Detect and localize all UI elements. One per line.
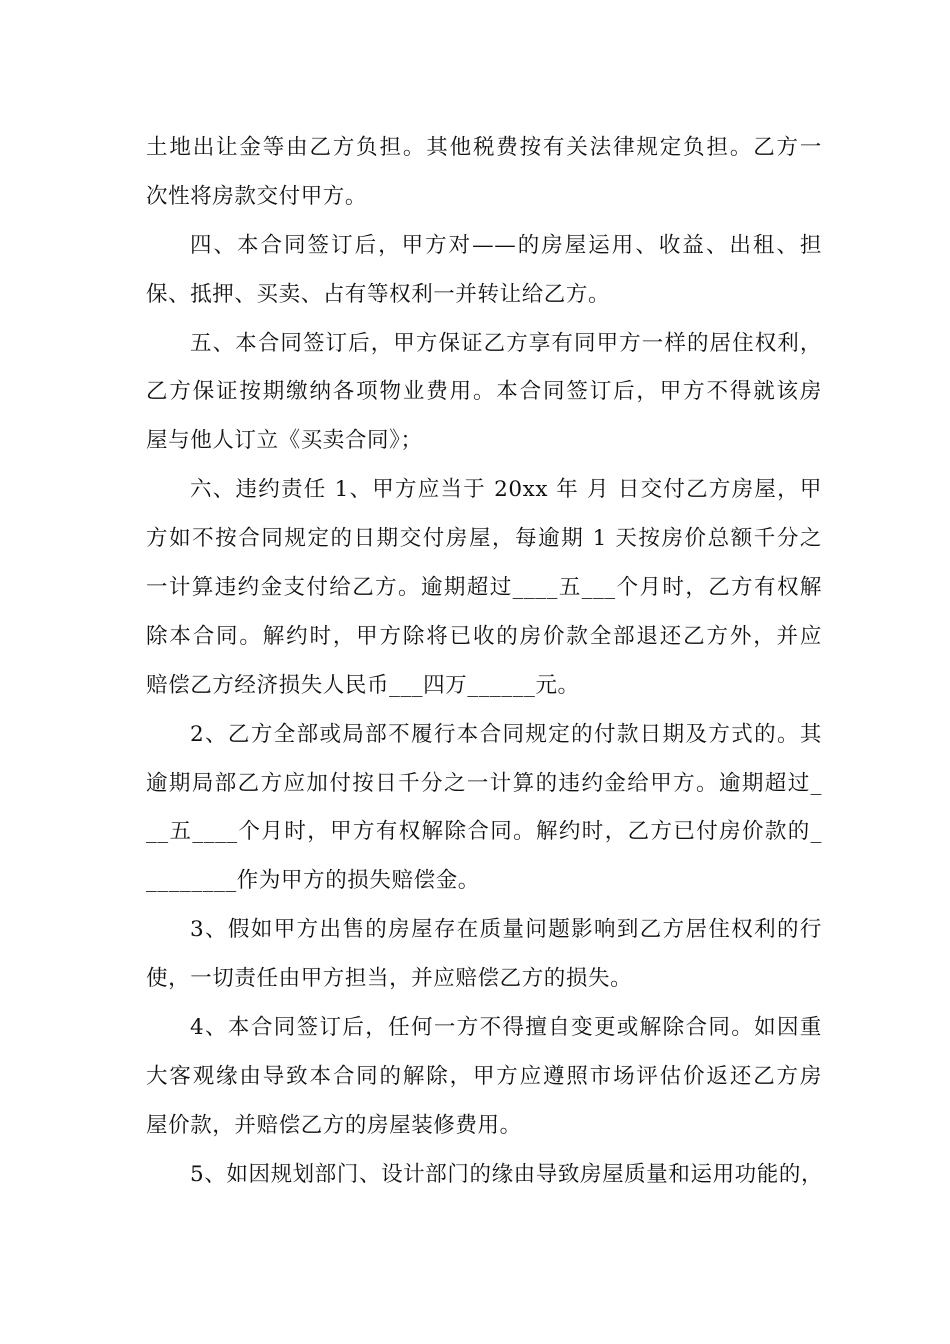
text-line: 屋价款，并赔偿乙方的房屋装修费用。: [146, 1112, 522, 1138]
paragraph-article-4: [146, 222, 822, 320]
text-line: 5、如因规划部门、设计部门的缘由导致房屋质量和运用功能的，: [190, 1161, 824, 1187]
document-body: [146, 124, 822, 1200]
text-line: 一计算违约金支付给乙方。逾期超过____五___个月时，乙方有权解: [146, 575, 822, 601]
text-line: 四、本合同签订后，甲方对——的房屋运用、收益、出租、担: [190, 232, 822, 258]
text-line: 大客观缘由导致本合同的解除，甲方应遵照市场评估价返还乙方房: [146, 1063, 822, 1089]
text-line: 六、违约责任 1、甲方应当于 20xx 年 月 日交付乙方房屋，甲: [190, 477, 822, 503]
text-line: 2、乙方全部或局部不履行本合同规定的付款日期及方式的。其: [190, 721, 822, 747]
text-line: 逾期局部乙方应加付按日千分之一计算的违约金给甲方。逾期超过_: [146, 770, 822, 796]
text-line: 赔偿乙方经济损失人民币___四万______元。: [146, 672, 580, 698]
text-line: 3、假如甲方出售的房屋存在质量问题影响到乙方居住权利的行: [190, 917, 822, 943]
text-line: 使，一切责任由甲方担当，并应赔偿乙方的损失。: [146, 966, 633, 992]
paragraph-article-6: [146, 466, 822, 710]
paragraph-clause-2: [146, 711, 822, 907]
text-line: 土地出让金等由乙方负担。其他税费按有关法律规定负担。乙方一: [146, 135, 822, 160]
paragraph-article-5: [146, 320, 822, 467]
text-line: 除本合同。解约时，甲方除将已收的房价款全部退还乙方外，并应: [146, 623, 822, 649]
text-line: 次性将房款交付甲方。: [146, 183, 368, 209]
text-line: 方如不按合同规定的日期交付房屋，每逾期 1 天按房价总额千分之: [146, 526, 822, 552]
text-line: 屋与他人订立《买卖合同》；: [146, 428, 423, 454]
text-line: 保、抵押、买卖、占有等权利一并转让给乙方。: [146, 281, 611, 307]
text-line: 五、本合同签订后，甲方保证乙方享有同甲方一样的居住权利，: [190, 330, 822, 356]
paragraph-clause-5: [146, 1151, 822, 1200]
paragraph-clause-3: [146, 906, 822, 1004]
text-line: 4、本合同签订后，任何一方不得擅自变更或解除合同。如因重: [190, 1015, 822, 1041]
text-line: ________作为甲方的损失赔偿金。: [146, 868, 480, 894]
text-line: __五____个月时，甲方有权解除合同。解约时，乙方已付房价款的_: [146, 819, 822, 845]
text-line: 乙方保证按期缴纳各项物业费用。本合同签订后，甲方不得就该房: [146, 379, 822, 405]
paragraph-clause-4: [146, 1004, 822, 1151]
paragraph-fee-end: [146, 124, 822, 222]
